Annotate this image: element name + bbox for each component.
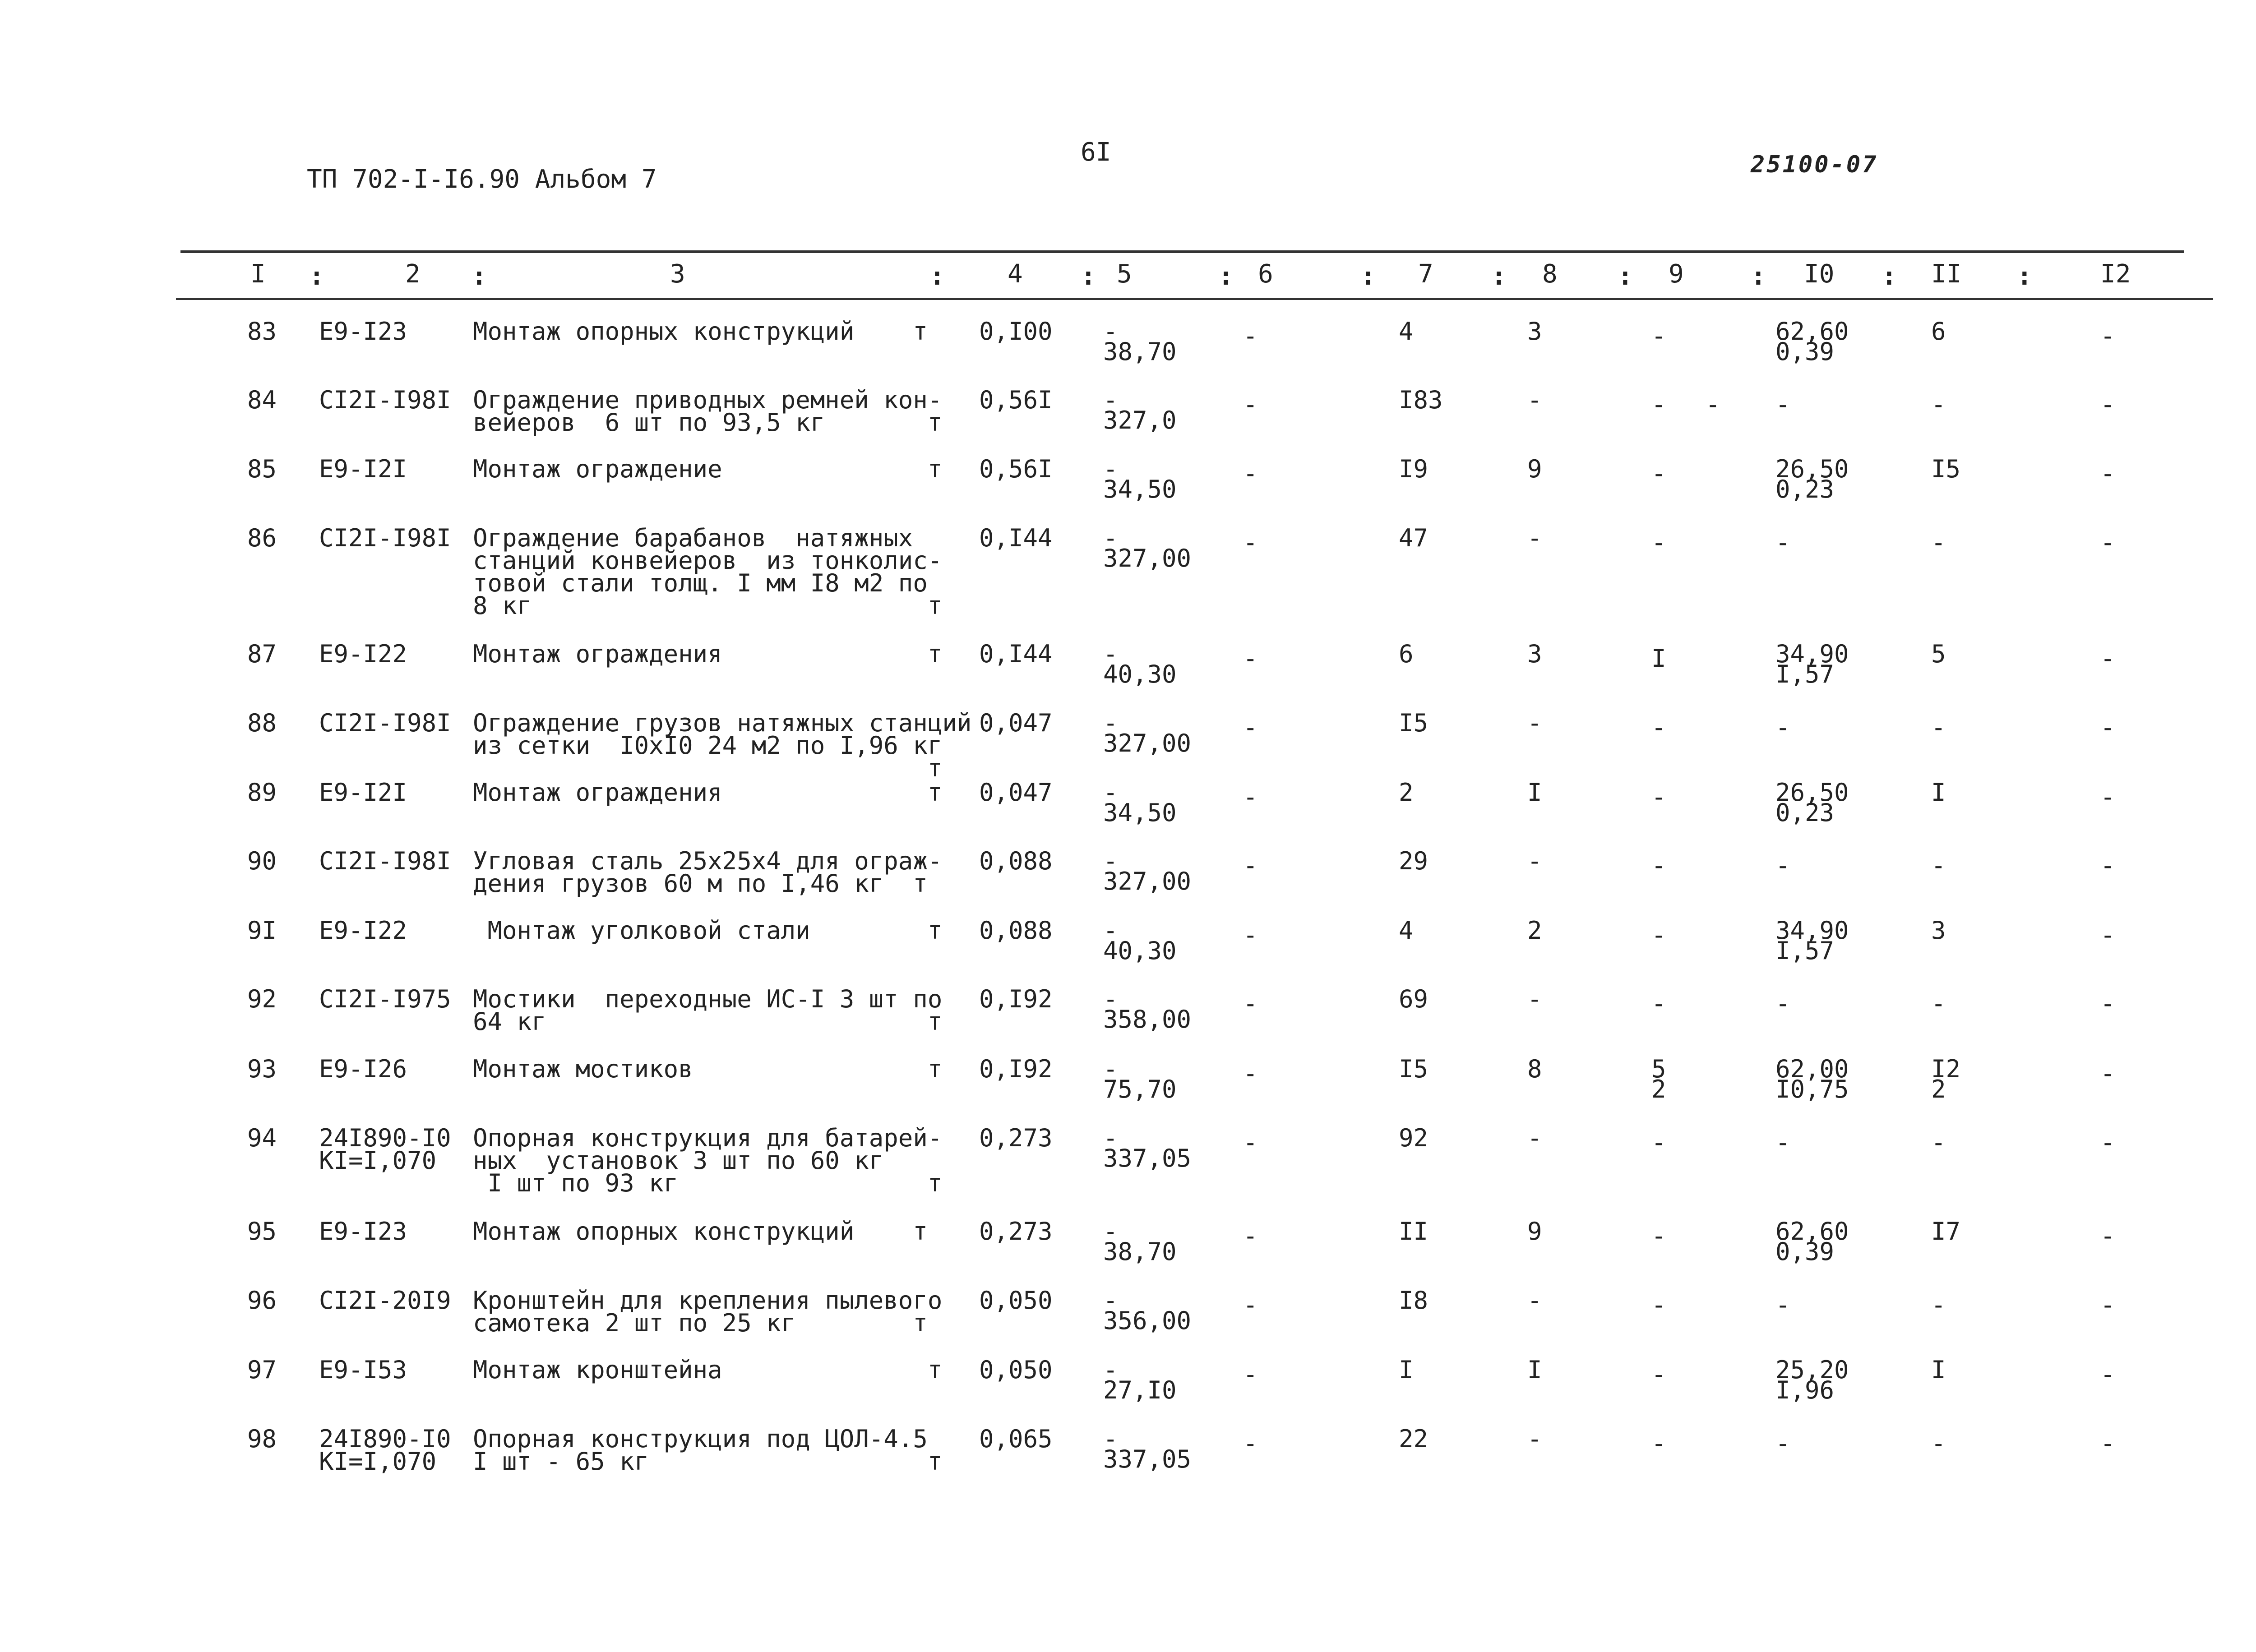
row-col6-value: -: [1243, 459, 1258, 488]
row-col5-dash: -: [1103, 709, 1118, 737]
row-col11-value: I5: [1931, 455, 1961, 483]
row-description-line: станций конвейеров из тонколис-: [473, 546, 943, 575]
row-col6-value: -: [1243, 1222, 1258, 1250]
row-col10-value: 34,90: [1775, 640, 1849, 668]
row-col12-value: -: [2100, 1360, 2115, 1389]
row-col9-value: -: [1651, 1291, 1666, 1319]
col-separator: :: [929, 262, 945, 291]
row-col6-value: -: [1243, 644, 1258, 673]
row-number: 84: [247, 386, 277, 414]
row-col6-value: -: [1243, 921, 1258, 949]
row-col9-value: -: [1651, 1222, 1666, 1250]
row-col10-value: 26,50: [1775, 778, 1849, 807]
col-header-11: II: [1931, 259, 1962, 289]
row-col11-value: 2: [1931, 1075, 1946, 1103]
row-col9-value: I: [1651, 644, 1666, 673]
row-col7-value: 4: [1399, 317, 1414, 346]
row-code: Е9-I2I: [319, 455, 407, 483]
row-col7-value: 6: [1399, 640, 1414, 668]
row-col5-dash: -: [1103, 778, 1118, 807]
row-col4-value: 0,56I: [979, 455, 1053, 483]
col-header-3: 3: [670, 259, 685, 289]
col-separator: :: [1218, 262, 1234, 291]
table-top-rule: [180, 250, 2184, 253]
row-col6-value: -: [1243, 1360, 1258, 1389]
row-extra-dash: -: [1706, 390, 1720, 419]
row-col4-value: 0,I00: [979, 317, 1053, 346]
col-separator: :: [1618, 262, 1633, 291]
row-col10-value: 25,20: [1775, 1356, 1849, 1384]
row-col6-value: -: [1243, 783, 1258, 811]
row-description-line: Опорная конструкция под ЦОЛ-4.5: [473, 1425, 928, 1453]
col-separator: :: [1491, 262, 1507, 291]
col-header-1: I: [250, 259, 266, 289]
row-col11-value: -: [1931, 1291, 1946, 1319]
row-number: 89: [247, 778, 277, 807]
row-col7-value: 29: [1399, 847, 1428, 875]
col-header-9: 9: [1669, 259, 1684, 289]
col-separator: :: [1081, 262, 1096, 291]
row-col11-value: -: [1931, 390, 1946, 419]
row-number: 92: [247, 985, 277, 1013]
row-number: 83: [247, 317, 277, 346]
row-col8-value: 3: [1527, 640, 1542, 668]
col-separator: :: [1360, 262, 1376, 291]
row-col8-value: I: [1527, 778, 1542, 807]
col-separator: :: [2017, 262, 2032, 291]
row-col12-value: -: [2100, 713, 2115, 742]
row-col10-value: 62,00: [1775, 1055, 1849, 1083]
row-col5-dash: -: [1103, 455, 1118, 483]
row-col9-value: -: [1651, 783, 1666, 811]
col-header-12: I2: [2100, 259, 2131, 289]
row-col9-value: -: [1651, 390, 1666, 419]
row-col11-value: -: [1931, 713, 1946, 742]
row-description-line: 64 кг т: [473, 1007, 943, 1036]
row-col10-value: 0,23: [1775, 475, 1835, 503]
row-col4-value: 0,088: [979, 916, 1053, 945]
row-col12-value: -: [2100, 1128, 2115, 1157]
row-col11-value: 6: [1931, 317, 1946, 346]
row-col11-value: -: [1931, 989, 1946, 1018]
row-col11-value: 5: [1931, 640, 1946, 668]
row-col8-value: -: [1527, 1286, 1542, 1315]
row-col5-value: 34,50: [1103, 475, 1177, 503]
row-col8-value: -: [1527, 847, 1542, 875]
row-col6-value: -: [1243, 1128, 1258, 1157]
row-col8-value: -: [1527, 709, 1542, 737]
row-col5-dash: -: [1103, 1425, 1118, 1453]
row-code: Е9-I2I: [319, 778, 407, 807]
row-number: 95: [247, 1217, 277, 1246]
row-description-line: Ограждение приводных ремней кон-: [473, 386, 943, 414]
col-separator: :: [1751, 262, 1766, 291]
row-col6-value: -: [1243, 989, 1258, 1018]
row-col11-value: 3: [1931, 916, 1946, 945]
row-description-line: Кронштейн для крепления пылевого: [473, 1286, 943, 1315]
row-description-line: т: [473, 754, 943, 782]
row-description-line: Монтаж уголковой стали т: [473, 916, 943, 945]
row-code: Е9-I53: [319, 1356, 407, 1384]
row-col4-value: 0,I44: [979, 640, 1053, 668]
row-col7-value: 4: [1399, 916, 1414, 945]
row-col12-value: -: [2100, 322, 2115, 350]
row-col5-value: 38,70: [1103, 337, 1177, 366]
row-col12-value: -: [2100, 459, 2115, 488]
row-col8-value: -: [1527, 1124, 1542, 1152]
row-col10-value: -: [1775, 1128, 1790, 1157]
row-code: СI2I-I975: [319, 985, 451, 1013]
row-col10-value: I0,75: [1775, 1075, 1849, 1103]
row-col10-value: 0,39: [1775, 1237, 1835, 1266]
row-col9-value: -: [1651, 713, 1666, 742]
row-col5-value: 337,05: [1103, 1144, 1192, 1172]
row-col8-value: 8: [1527, 1055, 1542, 1083]
row-col5-dash: -: [1103, 317, 1118, 346]
row-col4-value: 0,047: [979, 778, 1053, 807]
row-col7-value: 2: [1399, 778, 1414, 807]
row-col7-value: I5: [1399, 1055, 1428, 1083]
row-description-line: вейеров 6 шт по 93,5 кг т: [473, 408, 943, 437]
row-col5-value: 40,30: [1103, 660, 1177, 688]
document-title: ТП 702-I-I6.90 Альбом 7: [307, 165, 657, 194]
row-number: 93: [247, 1055, 277, 1083]
row-col9-value: 5: [1651, 1055, 1666, 1083]
row-col4-value: 0,I92: [979, 1055, 1053, 1083]
row-code: 24I890-I0 КI=I,070: [319, 1425, 451, 1476]
row-code: СI2I-I98I: [319, 524, 451, 552]
row-col10-value: 0,39: [1775, 337, 1835, 366]
row-description-line: Монтаж ограждение т: [473, 455, 943, 483]
row-description-line: самотека 2 шт по 25 кг т: [473, 1309, 928, 1337]
row-col8-value: 9: [1527, 455, 1542, 483]
row-col7-value: I: [1399, 1356, 1414, 1384]
col-header-10: I0: [1804, 259, 1835, 289]
row-col10-value: -: [1775, 713, 1790, 742]
row-description-line: Угловая сталь 25х25х4 для ограж-: [473, 847, 943, 875]
row-col5-value: 327,00: [1103, 867, 1192, 895]
row-col10-value: 0,23: [1775, 798, 1835, 827]
row-code: СI2I-I98I: [319, 847, 451, 875]
row-col5-dash: -: [1103, 847, 1118, 875]
row-col10-value: -: [1775, 390, 1790, 419]
row-col12-value: -: [2100, 1222, 2115, 1250]
row-col6-value: -: [1243, 1429, 1258, 1458]
row-col7-value: II: [1399, 1217, 1428, 1246]
row-col8-value: -: [1527, 524, 1542, 552]
row-col9-value: -: [1651, 1128, 1666, 1157]
row-col9-value: -: [1651, 921, 1666, 949]
row-col11-value: I2: [1931, 1055, 1961, 1083]
page-number: 6I: [1081, 138, 1111, 167]
row-col6-value: -: [1243, 713, 1258, 742]
row-col11-value: -: [1931, 1429, 1946, 1458]
row-col10-value: -: [1775, 989, 1790, 1018]
row-number: 90: [247, 847, 277, 875]
row-col9-value: -: [1651, 989, 1666, 1018]
row-col4-value: 0,273: [979, 1217, 1053, 1246]
row-description-line: товой стали толщ. I мм I8 м2 по: [473, 569, 928, 597]
row-col4-value: 0,047: [979, 709, 1053, 737]
row-col12-value: -: [2100, 989, 2115, 1018]
document-code: 25100-07: [1751, 151, 1878, 178]
row-col4-value: 0,273: [979, 1124, 1053, 1152]
col-header-5: 5: [1117, 259, 1132, 289]
row-number: 88: [247, 709, 277, 737]
row-description-line: Монтаж кронштейна т: [473, 1356, 943, 1384]
row-col12-value: -: [2100, 921, 2115, 949]
row-number: 96: [247, 1286, 277, 1315]
table-header-rule: [176, 298, 2213, 300]
row-col5-value: 27,I0: [1103, 1376, 1177, 1404]
row-col11-value: I: [1931, 1356, 1946, 1384]
row-col5-dash: -: [1103, 1217, 1118, 1246]
row-col10-value: -: [1775, 1429, 1790, 1458]
row-col8-value: -: [1527, 1425, 1542, 1453]
row-col5-value: 34,50: [1103, 798, 1177, 827]
row-col5-value: 356,00: [1103, 1306, 1192, 1335]
row-col5-value: 327,0: [1103, 406, 1177, 434]
row-col4-value: 0,065: [979, 1425, 1053, 1453]
col-header-6: 6: [1258, 259, 1273, 289]
row-code: Е9-I22: [319, 916, 407, 945]
row-description-line: Опорная конструкция для батарей-: [473, 1124, 943, 1152]
row-description-line: дения грузов 60 м по I,46 кг т: [473, 869, 928, 898]
row-col8-value: 2: [1527, 916, 1542, 945]
row-col12-value: -: [2100, 1291, 2115, 1319]
row-col4-value: 0,088: [979, 847, 1053, 875]
col-header-7: 7: [1418, 259, 1433, 289]
row-col5-value: 40,30: [1103, 937, 1177, 965]
col-separator: :: [1882, 262, 1897, 291]
row-col5-dash: -: [1103, 1124, 1118, 1152]
row-col7-value: I9: [1399, 455, 1428, 483]
row-col8-value: -: [1527, 985, 1542, 1013]
row-col7-value: I5: [1399, 709, 1428, 737]
row-description-line: Ограждение грузов натяжных станций: [473, 709, 972, 737]
row-col11-value: -: [1931, 528, 1946, 557]
col-header-4: 4: [1008, 259, 1023, 289]
row-col10-value: -: [1775, 851, 1790, 880]
row-col7-value: 92: [1399, 1124, 1428, 1152]
row-number: 87: [247, 640, 277, 668]
row-col5-dash: -: [1103, 386, 1118, 414]
row-col4-value: 0,050: [979, 1286, 1053, 1315]
row-col8-value: I: [1527, 1356, 1542, 1384]
col-separator: :: [309, 262, 324, 291]
row-col4-value: 0,050: [979, 1356, 1053, 1384]
row-col7-value: I8: [1399, 1286, 1428, 1315]
row-code: Е9-I26: [319, 1055, 407, 1083]
row-col12-value: -: [2100, 1429, 2115, 1458]
row-col6-value: -: [1243, 390, 1258, 419]
row-col10-value: I,57: [1775, 660, 1835, 688]
row-description-line: I шт - 65 кг т: [473, 1447, 943, 1476]
row-col5-value: 327,00: [1103, 544, 1192, 572]
row-col5-dash: -: [1103, 985, 1118, 1013]
col-header-8: 8: [1542, 259, 1558, 289]
row-col7-value: 47: [1399, 524, 1428, 552]
row-col12-value: -: [2100, 851, 2115, 880]
row-col6-value: -: [1243, 851, 1258, 880]
row-col8-value: -: [1527, 386, 1542, 414]
row-col4-value: 0,I92: [979, 985, 1053, 1013]
row-description-line: Монтаж мостиков т: [473, 1055, 943, 1083]
row-col11-value: I7: [1931, 1217, 1961, 1246]
row-description-line: Монтаж ограждения т: [473, 778, 943, 807]
row-col6-value: -: [1243, 1059, 1258, 1088]
row-code: СI2I-I98I: [319, 386, 451, 414]
row-col5-dash: -: [1103, 916, 1118, 945]
row-col7-value: I83: [1399, 386, 1443, 414]
row-col12-value: -: [2100, 528, 2115, 557]
row-description-line: Мостики переходные ИС-I 3 шт по: [473, 985, 943, 1013]
row-number: 86: [247, 524, 277, 552]
row-col10-value: 26,50: [1775, 455, 1849, 483]
row-col9-value: 2: [1651, 1075, 1666, 1103]
row-code: СI2I-20I9: [319, 1286, 451, 1315]
row-col6-value: -: [1243, 322, 1258, 350]
row-col5-value: 38,70: [1103, 1237, 1177, 1266]
row-col12-value: -: [2100, 1059, 2115, 1088]
row-col10-value: 34,90: [1775, 916, 1849, 945]
row-col10-value: -: [1775, 1291, 1790, 1319]
row-col5-dash: -: [1103, 524, 1118, 552]
row-col10-value: I,96: [1775, 1376, 1835, 1404]
row-description-line: Монтаж опорных конструкций т: [473, 317, 928, 346]
row-number: 85: [247, 455, 277, 483]
row-col7-value: 69: [1399, 985, 1428, 1013]
row-code: СI2I-I98I: [319, 709, 451, 737]
row-col9-value: -: [1651, 851, 1666, 880]
row-number: 98: [247, 1425, 277, 1453]
row-col9-value: -: [1651, 1360, 1666, 1389]
row-col9-value: -: [1651, 528, 1666, 557]
row-code: Е9-I23: [319, 317, 407, 346]
row-number: 9I: [247, 916, 277, 945]
col-header-2: 2: [405, 259, 421, 289]
row-description-line: Монтаж опорных конструкций т: [473, 1217, 928, 1246]
row-description-line: Ограждение барабанов натяжных: [473, 524, 913, 552]
row-description-line: I шт по 93 кг т: [473, 1169, 943, 1197]
row-col6-value: -: [1243, 528, 1258, 557]
row-col4-value: 0,I44: [979, 524, 1053, 552]
row-col9-value: -: [1651, 322, 1666, 350]
row-col5-dash: -: [1103, 1286, 1118, 1315]
row-col6-value: -: [1243, 1291, 1258, 1319]
row-col10-value: 62,60: [1775, 1217, 1849, 1246]
row-col5-value: 358,00: [1103, 1005, 1192, 1034]
row-col9-value: -: [1651, 459, 1666, 488]
row-col8-value: 9: [1527, 1217, 1542, 1246]
row-col10-value: -: [1775, 528, 1790, 557]
row-col5-value: 75,70: [1103, 1075, 1177, 1103]
col-separator: :: [472, 262, 487, 291]
row-col11-value: -: [1931, 1128, 1946, 1157]
row-col5-dash: -: [1103, 1055, 1118, 1083]
row-code: 24I890-I0 КI=I,070: [319, 1124, 451, 1175]
row-col5-dash: -: [1103, 1356, 1118, 1384]
row-col10-value: 62,60: [1775, 317, 1849, 346]
row-description-line: Монтаж ограждения т: [473, 640, 943, 668]
row-col5-value: 337,05: [1103, 1445, 1192, 1473]
row-description-line: 8 кг т: [473, 591, 943, 620]
row-col11-value: -: [1931, 851, 1946, 880]
row-col9-value: -: [1651, 1429, 1666, 1458]
row-col12-value: -: [2100, 783, 2115, 811]
row-col4-value: 0,56I: [979, 386, 1053, 414]
row-description-line: из сетки I0хI0 24 м2 по I,96 кг: [473, 731, 943, 760]
row-col5-dash: -: [1103, 640, 1118, 668]
row-col12-value: -: [2100, 644, 2115, 673]
row-col5-value: 327,00: [1103, 729, 1192, 757]
row-col8-value: 3: [1527, 317, 1542, 346]
row-col11-value: I: [1931, 778, 1946, 807]
row-description-line: ных установок 3 шт по 60 кг: [473, 1146, 884, 1175]
row-code: Е9-I23: [319, 1217, 407, 1246]
row-number: 97: [247, 1356, 277, 1384]
row-col7-value: 22: [1399, 1425, 1428, 1453]
row-col12-value: -: [2100, 390, 2115, 419]
row-col10-value: I,57: [1775, 937, 1835, 965]
row-code: Е9-I22: [319, 640, 407, 668]
row-number: 94: [247, 1124, 277, 1152]
